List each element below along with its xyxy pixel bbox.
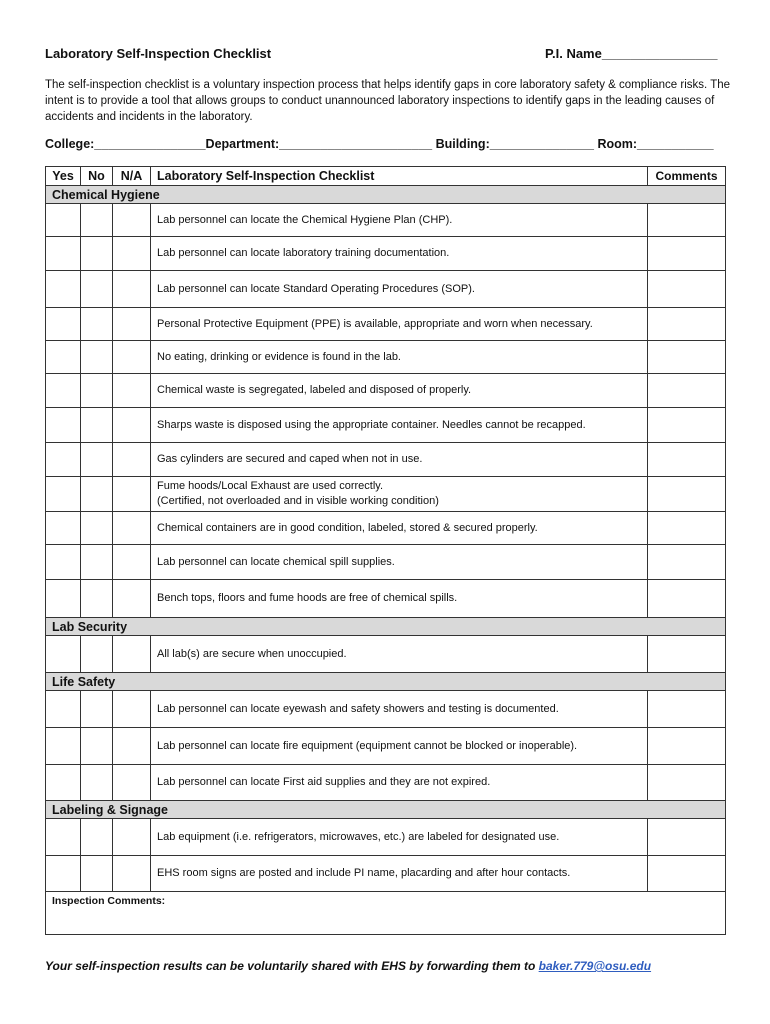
no-cell[interactable] xyxy=(81,580,113,618)
no-cell[interactable] xyxy=(81,819,113,856)
na-cell[interactable] xyxy=(113,580,151,618)
yes-cell[interactable] xyxy=(46,271,81,308)
yes-cell[interactable] xyxy=(46,308,81,341)
no-cell[interactable] xyxy=(81,271,113,308)
comments-cell[interactable] xyxy=(648,545,726,580)
comments-cell[interactable] xyxy=(648,477,726,512)
yes-cell[interactable] xyxy=(46,341,81,374)
checklist-item-text: All lab(s) are secure when unoccupied. xyxy=(151,636,648,673)
yes-cell[interactable] xyxy=(46,728,81,765)
checklist-column-header: Laboratory Self-Inspection Checklist xyxy=(151,167,648,186)
checklist-item-text: EHS room signs are posted and include PI name, placarding and after hour contacts. xyxy=(151,856,648,892)
no-cell[interactable] xyxy=(81,308,113,341)
yes-cell[interactable] xyxy=(46,237,81,271)
na-cell[interactable] xyxy=(113,271,151,308)
checklist-item-text: Lab personnel can locate chemical spill supplies. xyxy=(151,545,648,580)
no-cell[interactable] xyxy=(81,856,113,892)
na-cell[interactable] xyxy=(113,819,151,856)
na-cell[interactable] xyxy=(113,408,151,443)
na-cell[interactable] xyxy=(113,636,151,673)
checklist-item-text: Fume hoods/Local Exhaust are used correctly. (Certified, not overloaded and in visible working condition) xyxy=(151,477,648,512)
no-cell[interactable] xyxy=(81,691,113,728)
checklist-item-text: Lab equipment (i.e. refrigerators, microwaves, etc.) are labeled for designated use. xyxy=(151,819,648,856)
checklist-item-row xyxy=(46,545,726,580)
na-column-header: N/A xyxy=(113,167,151,186)
no-cell[interactable] xyxy=(81,728,113,765)
checklist-item-row xyxy=(46,204,726,237)
checklist-item-text: Lab personnel can locate Standard Operating Procedures (SOP). xyxy=(151,271,648,308)
checklist-item-row xyxy=(46,856,726,892)
comments-cell[interactable] xyxy=(648,765,726,801)
inspection-comments-label: Inspection Comments: xyxy=(52,895,166,907)
comments-cell[interactable] xyxy=(648,819,726,856)
no-cell[interactable] xyxy=(81,512,113,545)
yes-cell[interactable] xyxy=(46,477,81,512)
section-title: Life Safety xyxy=(46,673,726,691)
comments-cell[interactable] xyxy=(648,237,726,271)
no-cell[interactable] xyxy=(81,341,113,374)
na-cell[interactable] xyxy=(113,728,151,765)
yes-cell[interactable] xyxy=(46,580,81,618)
comments-cell[interactable] xyxy=(648,308,726,341)
checklist-item-row xyxy=(46,477,726,512)
na-cell[interactable] xyxy=(113,237,151,271)
no-cell[interactable] xyxy=(81,636,113,673)
section-header-row xyxy=(46,618,726,636)
checklist-item-text: Lab personnel can locate First aid supplies and they are not expired. xyxy=(151,765,648,801)
no-cell[interactable] xyxy=(81,204,113,237)
no-cell[interactable] xyxy=(81,477,113,512)
section-title: Chemical Hygiene xyxy=(46,186,726,204)
na-cell[interactable] xyxy=(113,308,151,341)
na-cell[interactable] xyxy=(113,545,151,580)
yes-cell[interactable] xyxy=(46,512,81,545)
yes-cell[interactable] xyxy=(46,204,81,237)
table-header-row xyxy=(46,167,726,186)
section-header-row xyxy=(46,186,726,204)
na-cell[interactable] xyxy=(113,856,151,892)
footer-note xyxy=(45,959,651,973)
email-link[interactable]: baker.779@osu.edu xyxy=(538,959,652,973)
checklist-item-text: Chemical containers are in good condition, labeled, stored & secured properly. xyxy=(151,512,648,545)
no-cell[interactable] xyxy=(81,765,113,801)
footer-text: Your self-inspection results can be voluntarily shared with EHS by forwarding them to xyxy=(45,959,539,973)
checklist-item-text: Lab personnel can locate eyewash and safety showers and testing is documented. xyxy=(151,691,648,728)
comments-cell[interactable] xyxy=(648,512,726,545)
section-title: Labeling & Signage xyxy=(46,801,726,819)
checklist-item-row xyxy=(46,308,726,341)
yes-cell[interactable] xyxy=(46,545,81,580)
checklist-item-text: No eating, drinking or evidence is found in the lab. xyxy=(151,341,648,374)
yes-cell[interactable] xyxy=(46,856,81,892)
intro-paragraph: The self-inspection checklist is a voluntary inspection process that helps identify gaps in core laboratory safety & compliance risks. The intent is to provide a tool that allows groups to conduct unannounced laboratory inspections to identify gaps in the leading causes of accidents and incidents in the laboratory. xyxy=(45,79,731,123)
na-cell[interactable] xyxy=(113,765,151,801)
yes-cell[interactable] xyxy=(46,374,81,408)
na-cell[interactable] xyxy=(113,443,151,477)
comments-cell[interactable] xyxy=(648,856,726,892)
comments-cell[interactable] xyxy=(648,341,726,374)
checklist-item-row xyxy=(46,512,726,545)
no-cell[interactable] xyxy=(81,545,113,580)
checklist-item-row xyxy=(46,765,726,801)
document-title: Laboratory Self-Inspection Checklist xyxy=(45,46,272,61)
comments-cell[interactable] xyxy=(648,443,726,477)
checklist-item-text: Lab personnel can locate laboratory training documentation. xyxy=(151,237,648,271)
comments-cell[interactable] xyxy=(648,408,726,443)
comments-cell[interactable] xyxy=(648,728,726,765)
comments-column-header: Comments xyxy=(648,167,726,186)
checklist-item-row xyxy=(46,819,726,856)
checklist-item-text: Lab personnel can locate the Chemical Hygiene Plan (CHP). xyxy=(151,204,648,237)
inspection-comments-field[interactable] xyxy=(46,892,726,935)
checklist-item-row xyxy=(46,636,726,673)
checklist-item-row xyxy=(46,728,726,765)
na-cell[interactable] xyxy=(113,341,151,374)
yes-cell[interactable] xyxy=(46,408,81,443)
yes-cell[interactable] xyxy=(46,819,81,856)
no-column-header: No xyxy=(81,167,113,186)
pi-name-field[interactable]: P.I. Name________________ xyxy=(545,46,718,61)
comments-cell[interactable] xyxy=(648,580,726,618)
na-cell[interactable] xyxy=(113,512,151,545)
yes-cell[interactable] xyxy=(46,636,81,673)
checklist-item-row xyxy=(46,374,726,408)
checklist-item-row xyxy=(46,408,726,443)
checklist-item-row xyxy=(46,580,726,618)
no-cell[interactable] xyxy=(81,443,113,477)
checklist-item-text: Chemical waste is segregated, labeled and disposed of properly. xyxy=(151,374,648,408)
section-header-row xyxy=(46,673,726,691)
location-info-line[interactable]: College:________________Department:______________________ Building:_______________ Room:___________ xyxy=(45,137,714,151)
comments-cell[interactable] xyxy=(648,271,726,308)
checklist-item-row xyxy=(46,691,726,728)
na-cell[interactable] xyxy=(113,204,151,237)
na-cell[interactable] xyxy=(113,477,151,512)
no-cell[interactable] xyxy=(81,374,113,408)
yes-column-header: Yes xyxy=(46,167,81,186)
section-header-row xyxy=(46,801,726,819)
yes-cell[interactable] xyxy=(46,691,81,728)
no-cell[interactable] xyxy=(81,408,113,443)
checklist-item-text: Sharps waste is disposed using the appropriate container. Needles cannot be recapped. xyxy=(151,408,648,443)
checklist-body xyxy=(46,186,726,892)
section-title: Lab Security xyxy=(46,618,726,636)
yes-cell[interactable] xyxy=(46,765,81,801)
yes-cell[interactable] xyxy=(46,443,81,477)
checklist-item-row xyxy=(46,271,726,308)
checklist-item-text: Personal Protective Equipment (PPE) is available, appropriate and worn when necessary. xyxy=(151,308,648,341)
checklist-table xyxy=(45,166,726,935)
checklist-item-row xyxy=(46,443,726,477)
checklist-item-row xyxy=(46,341,726,374)
checklist-item-text: Gas cylinders are secured and caped when not in use. xyxy=(151,443,648,477)
comments-cell[interactable] xyxy=(648,204,726,237)
comments-cell[interactable] xyxy=(648,374,726,408)
na-cell[interactable] xyxy=(113,691,151,728)
checklist-item-row xyxy=(46,237,726,271)
comments-cell[interactable] xyxy=(648,691,726,728)
comments-cell[interactable] xyxy=(648,636,726,673)
na-cell[interactable] xyxy=(113,374,151,408)
checklist-item-text: Lab personnel can locate fire equipment (equipment cannot be blocked or inoperable). xyxy=(151,728,648,765)
no-cell[interactable] xyxy=(81,237,113,271)
inspection-comments-row xyxy=(46,892,726,935)
checklist-item-text: Bench tops, floors and fume hoods are free of chemical spills. xyxy=(151,580,648,618)
